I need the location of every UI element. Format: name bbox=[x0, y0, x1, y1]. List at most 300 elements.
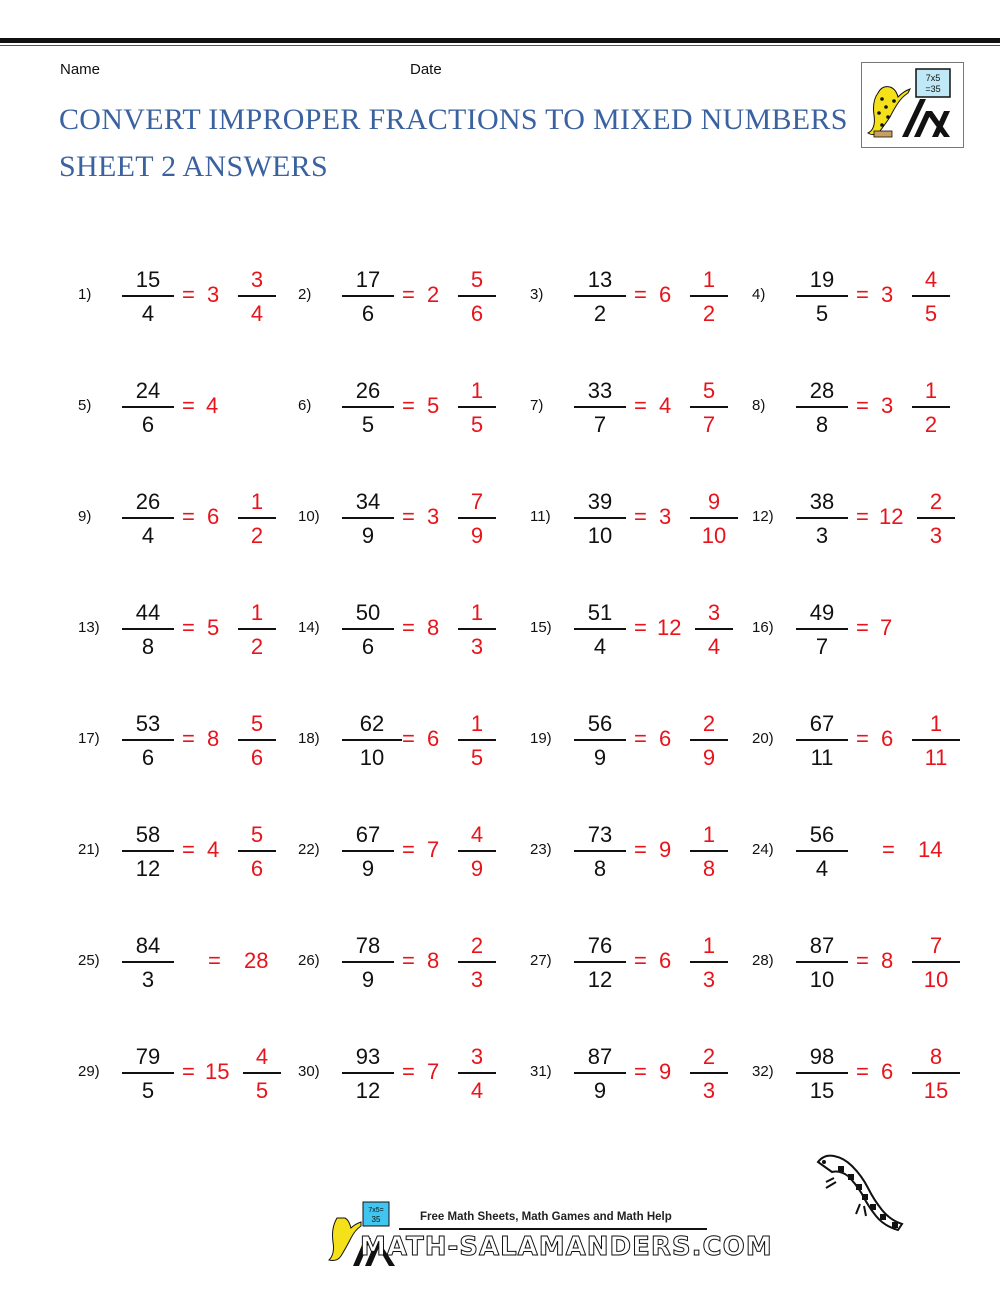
improper-fraction bbox=[342, 377, 394, 438]
improper-fraction bbox=[796, 710, 848, 771]
fraction-bar bbox=[574, 1072, 626, 1074]
problem-item bbox=[78, 599, 298, 671]
answer-denominator: 5 bbox=[470, 412, 484, 437]
fraction-bar bbox=[342, 739, 402, 741]
answer-whole-number: 7 bbox=[427, 1059, 440, 1084]
fraction-denominator: 6 bbox=[361, 301, 375, 326]
fraction-bar bbox=[238, 295, 276, 297]
date-label: Date bbox=[410, 61, 442, 78]
answer-denominator: 9 bbox=[470, 523, 484, 548]
answer-numerator: 1 bbox=[470, 600, 484, 625]
fraction-denominator: 9 bbox=[361, 523, 375, 548]
problem-number: 27) bbox=[530, 952, 552, 969]
problem-item bbox=[752, 710, 972, 782]
problem-item bbox=[298, 710, 518, 782]
answer-numerator: 7 bbox=[470, 489, 484, 514]
fraction-denominator: 4 bbox=[141, 301, 155, 326]
equals-sign: = bbox=[634, 504, 647, 529]
fraction-bar bbox=[574, 517, 626, 519]
problem-number: 31) bbox=[530, 1063, 552, 1080]
fraction-bar bbox=[796, 961, 848, 963]
answer-numerator: 1 bbox=[702, 933, 716, 958]
answer-denominator: 3 bbox=[702, 1078, 716, 1103]
fraction-denominator: 10 bbox=[359, 745, 385, 770]
answer-fraction bbox=[458, 488, 496, 549]
header-rule-thin bbox=[0, 45, 1000, 46]
footer-tagline: Free Math Sheets, Math Games and Math Help bbox=[420, 1211, 672, 1223]
problem-number: 21) bbox=[78, 841, 100, 858]
answer-denominator: 3 bbox=[470, 634, 484, 659]
svg-text:=35: =35 bbox=[925, 84, 941, 94]
answer-whole-number: 3 bbox=[427, 504, 440, 529]
equals-sign: = bbox=[856, 948, 869, 973]
problem-item bbox=[530, 1043, 750, 1115]
fraction-bar bbox=[122, 406, 174, 408]
fraction-numerator: 50 bbox=[355, 600, 381, 625]
fraction-numerator: 79 bbox=[135, 1044, 161, 1069]
fraction-numerator: 93 bbox=[355, 1044, 381, 1069]
answer-whole-number: 6 bbox=[659, 282, 672, 307]
fraction-numerator: 78 bbox=[355, 933, 381, 958]
fraction-bar bbox=[796, 1072, 848, 1074]
fraction-denominator: 6 bbox=[141, 412, 155, 437]
fraction-bar bbox=[342, 961, 394, 963]
equals-sign: = bbox=[634, 1059, 647, 1084]
equals-sign: = bbox=[402, 948, 415, 973]
fraction-numerator: 56 bbox=[809, 822, 835, 847]
answer-whole-number: 8 bbox=[427, 615, 440, 640]
answer-denominator: 3 bbox=[702, 967, 716, 992]
name-label: Name bbox=[60, 61, 101, 78]
fraction-numerator: 62 bbox=[359, 711, 385, 736]
answer-fraction bbox=[690, 821, 728, 882]
answer-numerator: 1 bbox=[250, 600, 264, 625]
answer-whole-number: 4 bbox=[206, 393, 219, 418]
salamander-icon bbox=[810, 1148, 920, 1238]
fraction-bar bbox=[912, 1072, 960, 1074]
answer-whole-number: 5 bbox=[207, 615, 220, 640]
fraction-denominator: 7 bbox=[815, 634, 829, 659]
problem-item bbox=[298, 932, 518, 1004]
improper-fraction bbox=[796, 1043, 848, 1104]
equals-sign: = bbox=[856, 393, 869, 418]
fraction-bar bbox=[458, 517, 496, 519]
answer-denominator: 5 bbox=[470, 745, 484, 770]
answer-numerator: 1 bbox=[924, 378, 938, 403]
fraction-denominator: 8 bbox=[141, 634, 155, 659]
answer-denominator: 2 bbox=[250, 523, 264, 548]
fraction-numerator: 15 bbox=[135, 267, 161, 292]
answer-denominator: 3 bbox=[929, 523, 943, 548]
answer-fraction bbox=[458, 821, 496, 882]
answer-numerator: 1 bbox=[702, 822, 716, 847]
fraction-denominator: 12 bbox=[135, 856, 161, 881]
fraction-numerator: 87 bbox=[809, 933, 835, 958]
fraction-bar bbox=[690, 406, 728, 408]
fraction-bar bbox=[574, 628, 626, 630]
answer-denominator: 4 bbox=[250, 301, 264, 326]
problem-number: 18) bbox=[298, 730, 320, 747]
problem-number: 1) bbox=[78, 286, 92, 303]
improper-fraction bbox=[574, 710, 626, 771]
improper-fraction bbox=[796, 377, 848, 438]
fraction-bar bbox=[458, 739, 496, 741]
problem-number: 4) bbox=[752, 286, 766, 303]
problem-number: 5) bbox=[78, 397, 92, 414]
answer-numerator: 4 bbox=[470, 822, 484, 847]
problem-number: 20) bbox=[752, 730, 774, 747]
answer-numerator: 1 bbox=[470, 378, 484, 403]
answer-numerator: 7 bbox=[929, 933, 943, 958]
improper-fraction bbox=[122, 821, 174, 882]
problem-number: 22) bbox=[298, 841, 320, 858]
answer-numerator: 1 bbox=[470, 711, 484, 736]
improper-fraction bbox=[796, 266, 848, 327]
equals-sign: = bbox=[182, 1059, 195, 1084]
answer-whole-number: 2 bbox=[427, 282, 440, 307]
fraction-numerator: 17 bbox=[355, 267, 381, 292]
improper-fraction bbox=[796, 932, 848, 993]
problem-item bbox=[298, 266, 518, 338]
improper-fraction bbox=[342, 932, 394, 993]
equals-sign: = bbox=[856, 615, 869, 640]
improper-fraction bbox=[122, 599, 174, 660]
fraction-denominator: 5 bbox=[361, 412, 375, 437]
improper-fraction bbox=[342, 266, 394, 327]
fraction-bar bbox=[912, 739, 960, 741]
fraction-bar bbox=[912, 295, 950, 297]
answer-denominator: 5 bbox=[255, 1078, 269, 1103]
answer-fraction bbox=[912, 377, 950, 438]
answer-whole-number: 6 bbox=[881, 726, 894, 751]
answer-fraction bbox=[238, 710, 276, 771]
equals-sign: = bbox=[634, 948, 647, 973]
fraction-denominator: 15 bbox=[809, 1078, 835, 1103]
equals-sign: = bbox=[182, 837, 195, 862]
improper-fraction bbox=[122, 710, 174, 771]
answer-fraction bbox=[912, 932, 960, 993]
answer-whole-number: 8 bbox=[881, 948, 894, 973]
answer-denominator: 2 bbox=[702, 301, 716, 326]
improper-fraction bbox=[122, 377, 174, 438]
fraction-bar bbox=[574, 850, 626, 852]
answer-whole-number: 14 bbox=[918, 837, 943, 862]
answer-numerator: 9 bbox=[707, 489, 721, 514]
answer-numerator: 1 bbox=[702, 267, 716, 292]
salamander-teacher-logo bbox=[861, 62, 964, 148]
problem-item bbox=[78, 710, 298, 782]
fraction-bar bbox=[796, 295, 848, 297]
fraction-denominator: 6 bbox=[361, 634, 375, 659]
answer-numerator: 5 bbox=[250, 711, 264, 736]
improper-fraction bbox=[342, 488, 394, 549]
problem-item bbox=[78, 377, 298, 449]
problem-item bbox=[298, 488, 518, 560]
problem-item bbox=[298, 377, 518, 449]
footer-site-link[interactable]: MATH-SALAMANDERS.COM bbox=[360, 1232, 773, 1262]
fraction-denominator: 4 bbox=[593, 634, 607, 659]
answer-denominator: 4 bbox=[707, 634, 721, 659]
equals-sign: = bbox=[402, 504, 415, 529]
answer-denominator: 10 bbox=[701, 523, 727, 548]
problem-number: 9) bbox=[78, 508, 92, 525]
fraction-bar bbox=[122, 850, 174, 852]
answer-whole-number: 3 bbox=[207, 282, 220, 307]
fraction-denominator: 5 bbox=[141, 1078, 155, 1103]
problem-item bbox=[78, 1043, 298, 1115]
problem-number: 10) bbox=[298, 508, 320, 525]
fraction-denominator: 12 bbox=[587, 967, 613, 992]
problem-item bbox=[752, 821, 972, 893]
fraction-denominator: 2 bbox=[593, 301, 607, 326]
improper-fraction bbox=[574, 377, 626, 438]
fraction-bar bbox=[122, 628, 174, 630]
fraction-bar bbox=[796, 517, 848, 519]
problem-number: 15) bbox=[530, 619, 552, 636]
problem-item bbox=[298, 599, 518, 671]
answer-numerator: 3 bbox=[707, 600, 721, 625]
fraction-bar bbox=[342, 628, 394, 630]
answer-denominator: 4 bbox=[470, 1078, 484, 1103]
fraction-bar bbox=[122, 961, 174, 963]
equals-sign: = bbox=[402, 1059, 415, 1084]
svg-text:35: 35 bbox=[371, 1215, 381, 1224]
fraction-denominator: 4 bbox=[815, 856, 829, 881]
fraction-numerator: 67 bbox=[809, 711, 835, 736]
problem-number: 25) bbox=[78, 952, 100, 969]
fraction-bar bbox=[690, 295, 728, 297]
equals-sign: = bbox=[634, 837, 647, 862]
answer-numerator: 5 bbox=[702, 378, 716, 403]
improper-fraction bbox=[342, 710, 402, 771]
fraction-bar bbox=[796, 739, 848, 741]
answer-whole-number: 7 bbox=[880, 615, 893, 640]
fraction-numerator: 34 bbox=[355, 489, 381, 514]
fraction-bar bbox=[122, 739, 174, 741]
answer-numerator: 3 bbox=[470, 1044, 484, 1069]
fraction-numerator: 38 bbox=[809, 489, 835, 514]
equals-sign: = bbox=[402, 393, 415, 418]
answer-denominator: 2 bbox=[250, 634, 264, 659]
fraction-numerator: 26 bbox=[355, 378, 381, 403]
answer-denominator: 5 bbox=[924, 301, 938, 326]
equals-sign: = bbox=[634, 615, 647, 640]
problem-item bbox=[78, 266, 298, 338]
equals-sign: = bbox=[882, 837, 895, 862]
fraction-numerator: 73 bbox=[587, 822, 613, 847]
problem-item bbox=[752, 599, 972, 671]
answer-denominator: 7 bbox=[702, 412, 716, 437]
fraction-numerator: 58 bbox=[135, 822, 161, 847]
problem-number: 29) bbox=[78, 1063, 100, 1080]
improper-fraction bbox=[796, 488, 848, 549]
answer-fraction bbox=[458, 1043, 496, 1104]
problem-item bbox=[530, 266, 750, 338]
fraction-numerator: 39 bbox=[587, 489, 613, 514]
answer-whole-number: 9 bbox=[659, 1059, 672, 1084]
problem-number: 13) bbox=[78, 619, 100, 636]
problem-number: 2) bbox=[298, 286, 312, 303]
problem-number: 12) bbox=[752, 508, 774, 525]
problem-number: 8) bbox=[752, 397, 766, 414]
equals-sign: = bbox=[182, 726, 195, 751]
problem-number: 16) bbox=[752, 619, 774, 636]
problem-number: 26) bbox=[298, 952, 320, 969]
answer-fraction bbox=[238, 821, 276, 882]
fraction-bar bbox=[342, 295, 394, 297]
fraction-bar bbox=[695, 628, 733, 630]
answer-denominator: 10 bbox=[923, 967, 949, 992]
improper-fraction bbox=[574, 488, 626, 549]
fraction-denominator: 5 bbox=[815, 301, 829, 326]
fraction-denominator: 7 bbox=[593, 412, 607, 437]
fraction-numerator: 26 bbox=[135, 489, 161, 514]
page-title: CONVERT IMPROPER FRACTIONS TO MIXED NUMBERS bbox=[59, 103, 848, 136]
fraction-denominator: 9 bbox=[361, 856, 375, 881]
fraction-denominator: 9 bbox=[361, 967, 375, 992]
problem-number: 30) bbox=[298, 1063, 320, 1080]
answer-fraction bbox=[458, 599, 496, 660]
problem-number: 17) bbox=[78, 730, 100, 747]
problem-number: 19) bbox=[530, 730, 552, 747]
fraction-bar bbox=[342, 517, 394, 519]
fraction-bar bbox=[912, 961, 960, 963]
fraction-bar bbox=[243, 1072, 281, 1074]
fraction-bar bbox=[690, 739, 728, 741]
problem-item bbox=[298, 821, 518, 893]
improper-fraction bbox=[342, 599, 394, 660]
fraction-numerator: 49 bbox=[809, 600, 835, 625]
answer-whole-number: 6 bbox=[659, 726, 672, 751]
answer-numerator: 5 bbox=[250, 822, 264, 847]
answer-fraction bbox=[690, 266, 728, 327]
problem-item bbox=[530, 821, 750, 893]
answer-whole-number: 12 bbox=[879, 504, 904, 529]
answer-fraction bbox=[458, 377, 496, 438]
fraction-numerator: 67 bbox=[355, 822, 381, 847]
fraction-bar bbox=[238, 628, 276, 630]
svg-text:7x5: 7x5 bbox=[925, 73, 941, 83]
problem-item bbox=[530, 488, 750, 560]
improper-fraction bbox=[122, 1043, 174, 1104]
problem-number: 6) bbox=[298, 397, 312, 414]
fraction-numerator: 19 bbox=[809, 267, 835, 292]
fraction-bar bbox=[238, 517, 276, 519]
fraction-denominator: 11 bbox=[810, 745, 834, 770]
fraction-bar bbox=[796, 406, 848, 408]
answer-denominator: 11 bbox=[924, 745, 948, 770]
fraction-denominator: 9 bbox=[593, 745, 607, 770]
answer-whole-number: 6 bbox=[427, 726, 440, 751]
problem-item bbox=[752, 377, 972, 449]
answer-fraction bbox=[243, 1043, 281, 1104]
answer-whole-number: 3 bbox=[881, 393, 894, 418]
equals-sign: = bbox=[402, 282, 415, 307]
answer-denominator: 8 bbox=[702, 856, 716, 881]
answer-numerator: 2 bbox=[929, 489, 943, 514]
answer-numerator: 8 bbox=[929, 1044, 943, 1069]
fraction-numerator: 33 bbox=[587, 378, 613, 403]
answer-denominator: 3 bbox=[470, 967, 484, 992]
answer-whole-number: 7 bbox=[427, 837, 440, 862]
answer-fraction bbox=[690, 1043, 728, 1104]
problem-number: 3) bbox=[530, 286, 544, 303]
fraction-numerator: 84 bbox=[135, 933, 161, 958]
fraction-numerator: 98 bbox=[809, 1044, 835, 1069]
equals-sign: = bbox=[402, 615, 415, 640]
fraction-denominator: 6 bbox=[141, 745, 155, 770]
answer-denominator: 6 bbox=[250, 745, 264, 770]
fraction-bar bbox=[122, 295, 174, 297]
answer-whole-number: 28 bbox=[244, 948, 269, 973]
answer-fraction bbox=[458, 710, 496, 771]
problem-item bbox=[752, 488, 972, 560]
fraction-numerator: 53 bbox=[135, 711, 161, 736]
fraction-bar bbox=[458, 850, 496, 852]
problem-item bbox=[752, 932, 972, 1004]
fraction-numerator: 28 bbox=[809, 378, 835, 403]
fraction-denominator: 10 bbox=[587, 523, 613, 548]
fraction-bar bbox=[796, 628, 848, 630]
svg-text:7x5=: 7x5= bbox=[368, 1207, 384, 1214]
answer-fraction bbox=[458, 932, 496, 993]
problem-item bbox=[530, 710, 750, 782]
answer-whole-number: 8 bbox=[207, 726, 220, 751]
improper-fraction bbox=[122, 932, 174, 993]
fraction-numerator: 56 bbox=[587, 711, 613, 736]
answer-denominator: 9 bbox=[702, 745, 716, 770]
problem-number: 28) bbox=[752, 952, 774, 969]
fraction-bar bbox=[238, 850, 276, 852]
equals-sign: = bbox=[182, 615, 195, 640]
answer-whole-number: 12 bbox=[657, 615, 682, 640]
fraction-bar bbox=[122, 517, 174, 519]
answer-denominator: 15 bbox=[923, 1078, 949, 1103]
answer-fraction bbox=[238, 599, 276, 660]
improper-fraction bbox=[796, 821, 848, 882]
improper-fraction bbox=[574, 821, 626, 882]
answer-numerator: 2 bbox=[702, 711, 716, 736]
answer-whole-number: 4 bbox=[659, 393, 672, 418]
answer-fraction bbox=[912, 1043, 960, 1104]
answer-numerator: 3 bbox=[250, 267, 264, 292]
improper-fraction bbox=[122, 266, 174, 327]
fraction-denominator: 3 bbox=[141, 967, 155, 992]
fraction-denominator: 10 bbox=[809, 967, 835, 992]
equals-sign: = bbox=[856, 282, 869, 307]
equals-sign: = bbox=[634, 393, 647, 418]
improper-fraction bbox=[342, 821, 394, 882]
equals-sign: = bbox=[402, 837, 415, 862]
answer-fraction bbox=[690, 377, 728, 438]
problem-number: 14) bbox=[298, 619, 320, 636]
answer-fraction bbox=[695, 599, 733, 660]
fraction-bar bbox=[912, 406, 950, 408]
problem-item bbox=[78, 488, 298, 560]
page-subtitle: SHEET 2 ANSWERS bbox=[59, 150, 328, 183]
fraction-bar bbox=[690, 1072, 728, 1074]
answer-fraction bbox=[238, 266, 276, 327]
problem-item bbox=[752, 266, 972, 338]
answer-numerator: 1 bbox=[250, 489, 264, 514]
fraction-numerator: 24 bbox=[135, 378, 161, 403]
equals-sign: = bbox=[856, 1059, 869, 1084]
fraction-bar bbox=[690, 850, 728, 852]
fraction-bar bbox=[917, 517, 955, 519]
equals-sign: = bbox=[182, 282, 195, 307]
footer-rule bbox=[399, 1228, 707, 1230]
improper-fraction bbox=[574, 1043, 626, 1104]
